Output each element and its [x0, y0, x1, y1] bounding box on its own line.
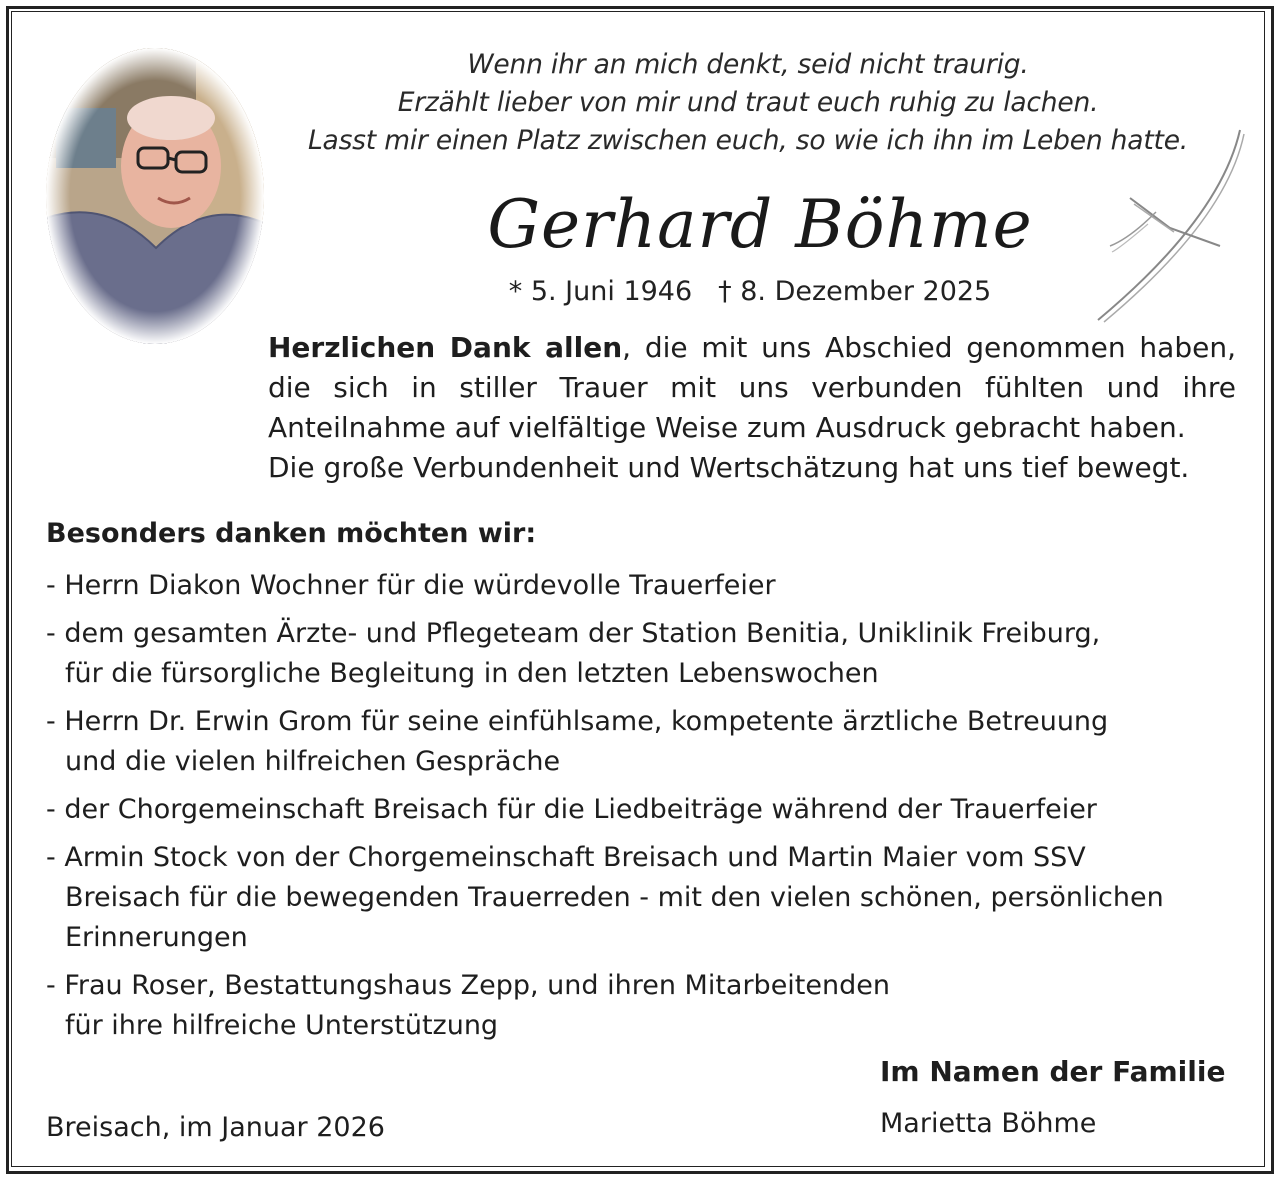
thanks-line: Anteilnahme auf vielfältige Weise zum Ausdruck gebracht haben. — [268, 411, 1186, 444]
list-item-line: - dem gesamten Ärzte- und Pflegeteam der Station Benitia, Uniklinik Freiburg, — [46, 618, 1101, 649]
list-item-line: - Frau Roser, Bestattungshaus Zepp, und ihren Mitarbeitenden — [46, 970, 890, 1001]
signature-title: Im Namen der Familie — [880, 1055, 1226, 1088]
portrait-photo — [46, 48, 264, 344]
list-item — [46, 966, 1246, 1046]
list-item — [46, 838, 1246, 958]
list-item-line: - Herrn Diakon Wochner für die würdevolle Trauerfeier — [46, 570, 776, 601]
thanks-line: Die große Verbundenheit und Wertschätzung hat uns tief bewegt. — [268, 451, 1190, 484]
list-item-line: für die fürsorgliche Begleitung in den letzten Lebenswochen — [65, 658, 879, 689]
poem-line: Wenn ihr an mich denkt, seid nicht traurig. — [467, 49, 1029, 80]
thanks-paragraph — [268, 328, 1236, 488]
birth-date: * 5. Juni 1946 — [508, 276, 693, 307]
list-item — [46, 702, 1246, 782]
thanks-line-rest: , die mit uns Abschied genommen haben, — [622, 331, 1236, 364]
life-dates — [420, 272, 1080, 312]
list-item-line: Erinnerungen — [65, 922, 248, 953]
signature-name: Marietta Böhme — [880, 1108, 1097, 1139]
thanks-line — [268, 328, 1236, 368]
list-item-line: und die vielen hilfreichen Gespräche — [65, 746, 561, 777]
list-item — [46, 614, 1246, 694]
list-item-line: für ihre hilfreiche Unterstützung — [65, 1010, 499, 1041]
list-item — [46, 566, 1246, 606]
list-item-line: - Herrn Dr. Erwin Grom für seine einfühlsame, kompetente ärztliche Betreuung — [46, 706, 1109, 737]
place-date: Breisach, im Januar 2026 — [46, 1112, 385, 1143]
special-thanks-list — [46, 566, 1246, 1054]
deceased-name: Gerhard Böhme — [487, 186, 1033, 263]
list-item-line: - Armin Stock von der Chorgemeinschaft Breisach und Martin Maier vom SSV — [46, 842, 1086, 873]
thanks-line: die sich in stiller Trauer mit uns verbunden fühlten und ihre — [268, 371, 1236, 404]
thanks-bold: Herzlichen Dank allen — [268, 331, 623, 364]
memorial-poem — [248, 46, 1248, 160]
poem-line: Erzählt lieber von mir und traut euch ruhig zu lachen. — [397, 87, 1099, 118]
death-date: † 8. Dezember 2025 — [718, 276, 992, 307]
list-item-line: Breisach für die bewegenden Trauerreden - mit den vielen schönen, persönlichen — [65, 882, 1164, 913]
poem-line: Lasst mir einen Platz zwischen euch, so wie ich ihn im Leben hatte. — [307, 125, 1189, 156]
list-item — [46, 790, 1246, 830]
special-thanks-heading: Besonders danken möchten wir: — [46, 518, 537, 549]
list-item-line: - der Chorgemeinschaft Breisach für die Liedbeiträge während der Trauerfeier — [46, 794, 1097, 825]
